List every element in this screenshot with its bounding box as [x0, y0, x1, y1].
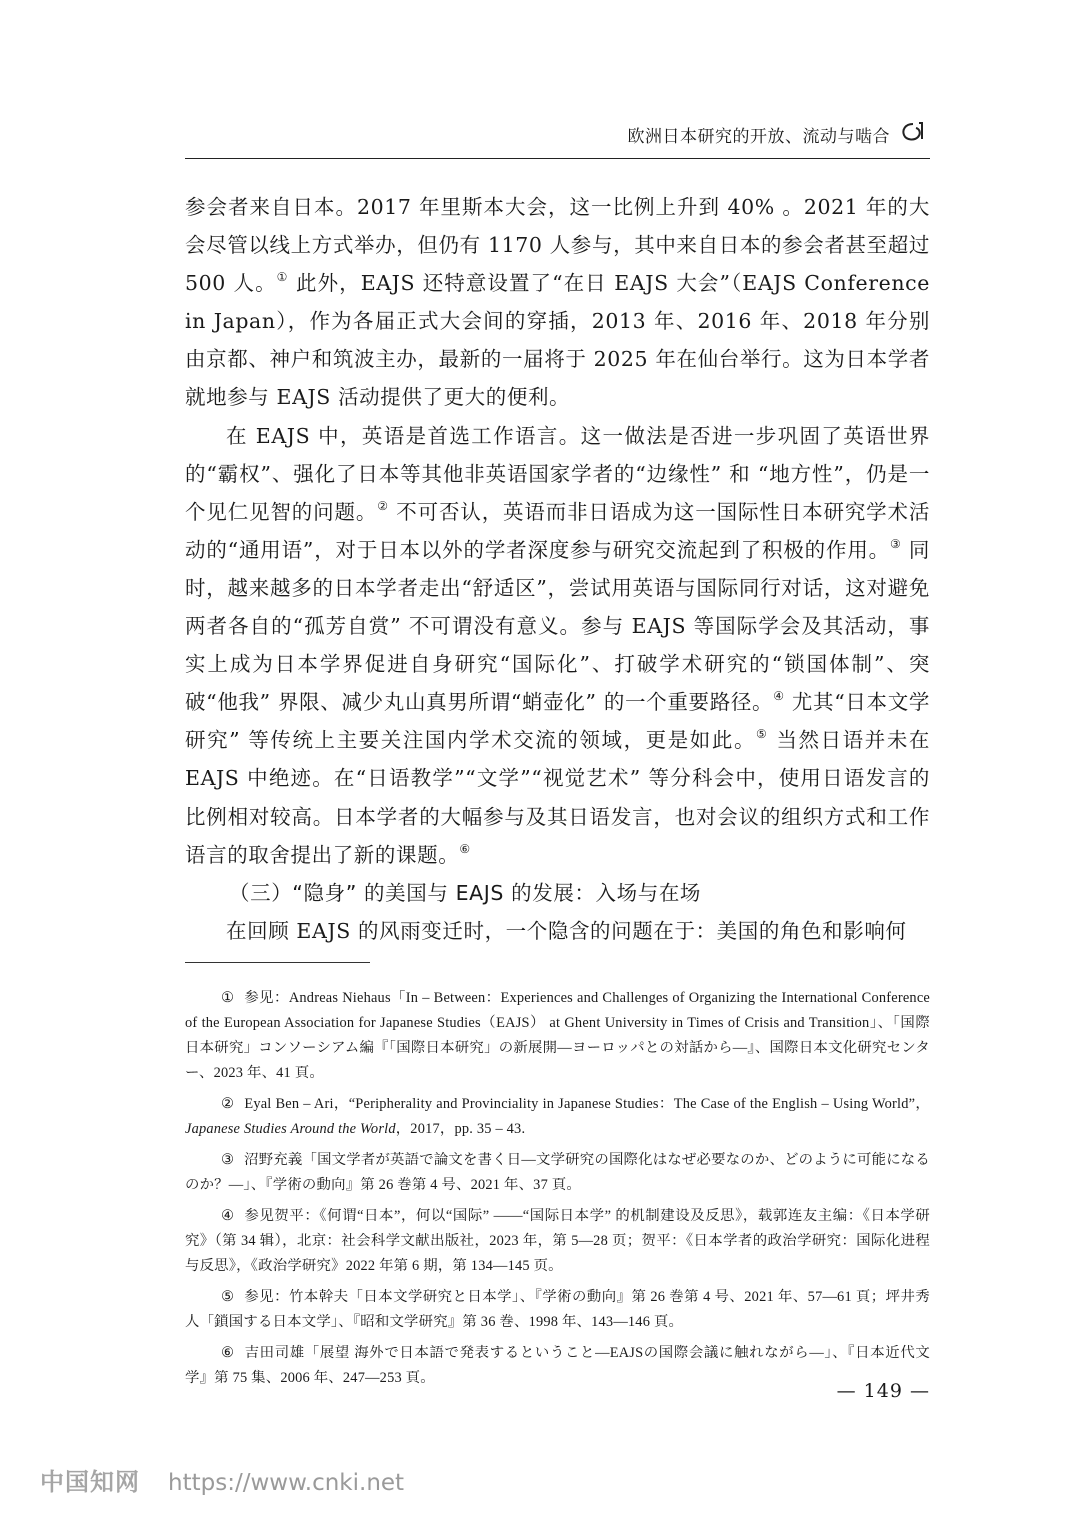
footnote-ref-2[interactable]: ② [377, 498, 389, 513]
footnote-ref-4[interactable]: ④ [773, 689, 785, 704]
footnote-mark: ③ [221, 1152, 235, 1168]
footnote-ref-1[interactable]: ① [276, 270, 289, 285]
footnote-1: ① 参见：Andreas Niehaus「In – Between：Experiences and Challenges of Organizing the International Conference of the European Association for Japanese Studies（EAJS） at Ghent University in Times of Crisis and Transition」、「国際日本研究」コンソーシアム編『「国際日本研究」の新展開—ヨーロッパとの対話から—』、国際日本文化研究センター、2023 年、41 頁。 [185, 990, 930, 1081]
watermark [40, 1462, 404, 1497]
footnote-mark: ② [221, 1096, 235, 1112]
main-text [185, 188, 930, 950]
footnote-ref-3[interactable]: ③ [889, 536, 902, 551]
journal-logo-icon [900, 121, 926, 143]
running-header [185, 110, 930, 159]
watermark-brand: 中国知网 [40, 1468, 140, 1496]
page-number: — 149 — [836, 1380, 930, 1402]
paragraph-3: 在回顾 EAJS 的风雨变迁时，一个隐含的问题在于：美国的角色和影响何 [226, 918, 907, 943]
running-title: 欧洲日本研究的开放、流动与啮合 [627, 127, 890, 147]
footnote-mark: ⑥ [221, 1345, 235, 1361]
footnote-divider [185, 962, 370, 963]
footnote-ref-5[interactable]: ⑤ [756, 727, 769, 742]
footnote-4: ④ 参见贺平：《何谓“日本”，何以“国际” ——“国际日本学” 的机制建设及反思》，载郭连友主编：《日本学研究》（第 34 辑），北京：社会科学文献出版社，2023 年，第 5—28 页；贺平：《日本学者的政治学研究：国际化进程与反思》，《政治学研究》2022 年第 6 期，第 134—145 页。 [185, 1208, 930, 1274]
footnote-mark: ① [221, 990, 235, 1006]
section-heading: （三）“隐身” 的美国与 EAJS 的发展：入场与在场 [229, 880, 702, 905]
paragraph-2: 在 EAJS 中，英语是首选工作语言。这一做法是否进一步巩固了英语世界的“霸权”、强化了日本等其他非英语国家学者的“边缘性” 和 “地方性”，仍是一个见仁见智的问题。② 不可否认，英语而非日语成为这一国际性日本研究学术活动的“通用语”，对于日本以外的学者深度参与研究交流起到了积极的作用。③ 同时，越来越多的日本学者走出“舒适区”，尝试用英语与国际同行对话，这对避免两者各自的“孤芳自赏” 不可谓没有意义。参与 EAJS 等国际学会及其活动，事实上成为日本学界促进自身研究“国际化”、打破学术研究的“锁国体制”、突破“他我” 界限、减少丸山真男所谓“蛸壶化” 的一个重要路径。④ 尤其“日本文学研究” 等传统上主要关注国内学术交流的领域，更是如此。⑤ 当然日语并未在 EAJS 中绝迹。在“日语教学”“文学”“视觉艺术” 等分科会中，使用日语发言的比例相对较高。日本学者的大幅参与及其日语发言，也对会议的组织方式和工作语言的取舍提出了新的课题。⑥ [185, 423, 931, 867]
footnote-mark: ④ [221, 1208, 235, 1224]
footnote-ref-6[interactable]: ⑥ [459, 841, 471, 856]
footnote-2: ② Eyal Ben – Ari，“Peripherality and Provinciality in Japanese Studies：The Case of the English – Using World”，Japanese Studies Around the World，2017，pp. 35 – 43. [185, 1096, 931, 1137]
watermark-url[interactable]: https://www.cnki.net [168, 1470, 405, 1496]
footnote-mark: ⑤ [221, 1289, 235, 1305]
footnote-6: ⑥ 吉田司雄「展望 海外で日本語で発表するということ—EAJSの国際会議に触れながら—」、『日本近代文学』第 75 集、2006 年、247—253 頁。 [185, 1345, 930, 1386]
paragraph-1: 参会者来自日本。2017 年里斯本大会，这一比例上升到 40% 。2021 年的大会尽管以线上方式举办，但仍有 1170 人参与，其中来自日本的参会者甚至超过 500 人。① 此外，EAJS 还特意设置了“在日 EAJS 大会”（EAJS Conference in Japan），作为各届正式大会间的穿插，2013 年、2016 年、2018 年分别由京都、神户和筑波主办，最新的一届将于 2025 年在仙台举行。这为日本学者就地参与 EAJS 活动提供了更大的便利。 [185, 195, 930, 410]
footnote-5: ⑤ 参见：竹本幹夫「日本文学研究と日本学」、『学術の動向』第 26 巻第 4 号、2021 年、57—61 頁；坪井秀人「鎖国する日本文学」、『昭和文学研究』第 36 巻、1998 年、143—146 頁。 [185, 1289, 930, 1330]
footnote-3: ③ 沼野充義「国文学者が英語で論文を書く日—文学研究の国際化はなぜ必要なのか、どのように可能になるのか？—」、『学術の動向』第 26 巻第 4 号、2021 年、37 頁。 [185, 1152, 930, 1193]
footnotes [185, 986, 930, 1397]
